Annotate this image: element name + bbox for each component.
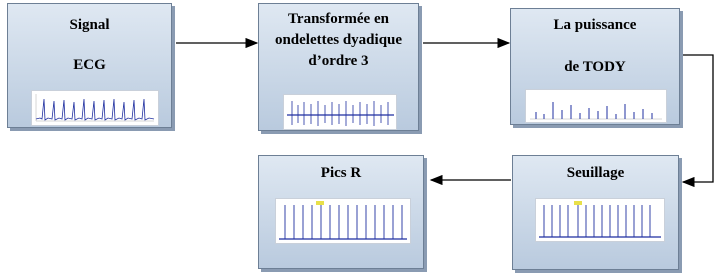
r-peaks-box [258,155,424,269]
tody-power-box [510,8,680,125]
wavelet-transform-box [258,3,419,131]
power-title: La puissance de TODY [553,17,637,75]
threshold-box [512,155,679,270]
wavelet-plot-thumbnail [283,94,397,130]
threshold-title: Seuillage [566,165,625,181]
signal-ecg-box [7,3,172,128]
signal-subtitle: ECG [73,57,106,73]
arrow-power-to-threshold [682,55,713,182]
threshold-plot-thumbnail [535,198,665,242]
wavelet-title: Transformée en ondelettes dyadique d’ordre 3 [274,11,403,69]
peaks-title: Pics R [320,165,362,181]
ecg-signal-thumbnail [31,90,159,126]
signal-title: Signal [69,17,110,33]
peaks-plot-thumbnail [275,198,411,244]
power-plot-thumbnail [525,89,667,123]
